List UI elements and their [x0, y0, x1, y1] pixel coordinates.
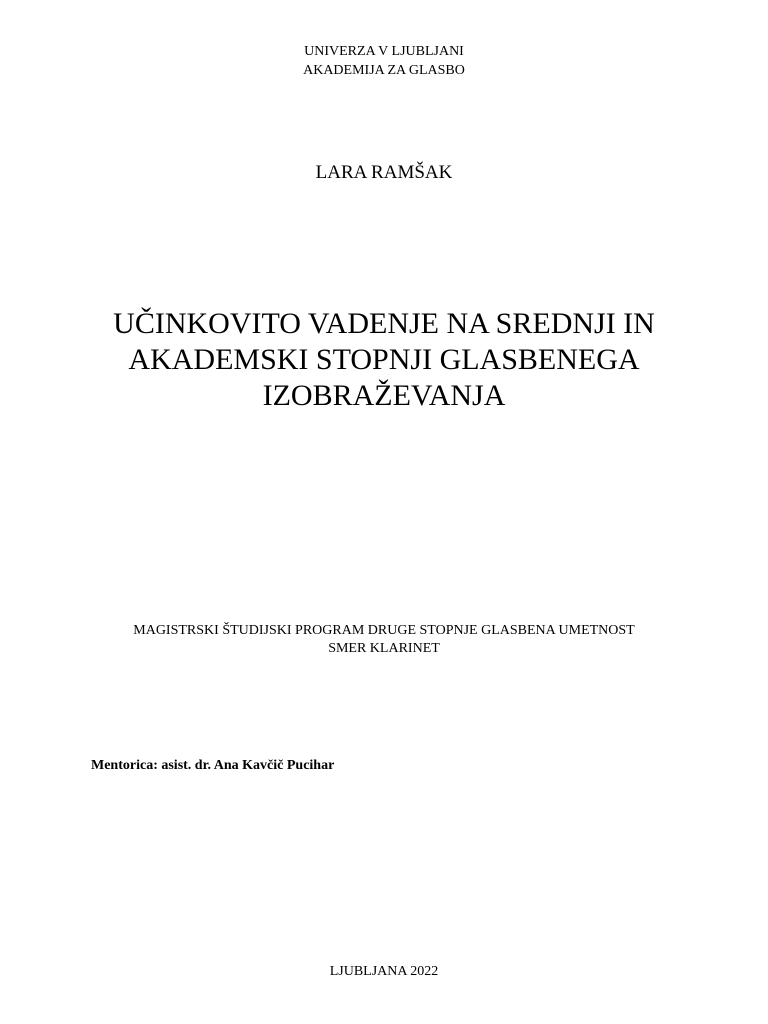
study-program — [0, 622, 768, 658]
mentor-line: Mentorica: asist. dr. Ana Kavčič Pucihar — [91, 758, 335, 773]
thesis-title-line-3: IZOBRAŽEVANJA — [262, 379, 506, 412]
university-name: UNIVERZA V LJUBLJANI — [304, 44, 464, 59]
institution-header — [0, 42, 768, 80]
academy-name: AKADEMIJA ZA GLASBO — [303, 63, 465, 78]
place-and-year: LJUBLJANA 2022 — [329, 964, 439, 979]
thesis-title-line-2: AKADEMSKI STOPNJI GLASBENEGA — [128, 343, 640, 376]
thesis-title — [0, 306, 768, 414]
thesis-title-line-1: UČINKOVITO VADENJE NA SREDNJI IN — [113, 307, 655, 340]
study-program-direction: SMER KLARINET — [328, 641, 440, 656]
study-program-name: MAGISTRSKI ŠTUDIJSKI PROGRAM DRUGE STOPNJE GLASBENA UMETNOST — [133, 623, 635, 638]
author-name: LARA RAMŠAK — [315, 162, 453, 183]
